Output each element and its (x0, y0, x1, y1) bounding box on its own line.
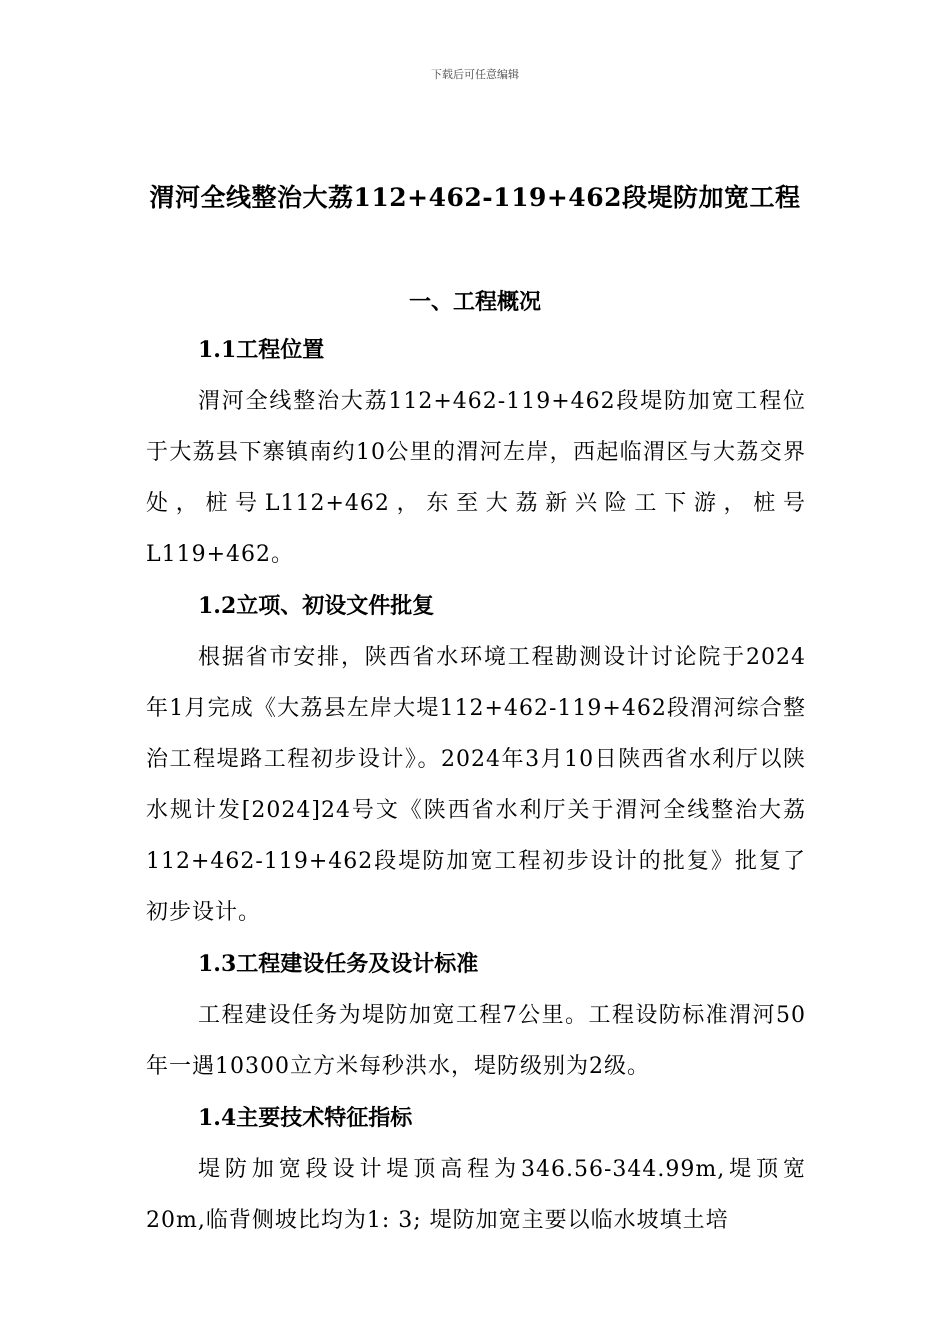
subsection-paragraph-1-3: 工程建设任务为堤防加宽工程7公里。工程设防标准渭河50年一遇10300立方米每秒洪水，堤防级别为2级。 (146, 1003, 806, 1079)
subsection-paragraph-1-4: 堤防加宽段设计堤顶高程为346.56-344.99m,堤顶宽20m,临背侧坡比均为1: 3; 堤防加宽主要以临水坡填土培 (146, 1157, 806, 1233)
subsection-heading-1-3: 1.3工程建设任务及设计标准 (198, 951, 479, 977)
header-note: 下载后可任意编辑 (431, 68, 519, 81)
subsection-paragraph-1-1: 渭河全线整治大荔112+462-119+462段堤防加宽工程位于大荔县下寨镇南约10公里的渭河左岸，西起临渭区与大荔交界处，桩号L112+462，东至大荔新兴险工下游，桩号L119+462。 (146, 389, 806, 567)
subsection-heading-1-1: 1.1工程位置 (198, 337, 325, 363)
section-heading: 一、工程概况 (408, 289, 541, 315)
subsection-heading-1-2: 1.2立项、初设文件批复 (198, 593, 435, 619)
subsection-paragraph-1-2: 根据省市安排，陕西省水环境工程勘测设计讨论院于2024年1月完成《大荔县左岸大堤112+462-119+462段渭河综合整治工程堤路工程初步设计》。2024年3月10日陕西省水利厅以陕水规计发[2024]24号文《陕西省水利厅关于渭河全线整治大荔112+462-119+462段堤防加宽工程初步设计的批复》批复了初步设计。 (146, 645, 806, 925)
subsection-heading-1-4: 1.4主要技术特征指标 (198, 1105, 413, 1131)
document-body (146, 330, 806, 1246)
document-title: 渭河全线整治大荔112+462-119+462段堤防加宽工程 (149, 183, 801, 212)
